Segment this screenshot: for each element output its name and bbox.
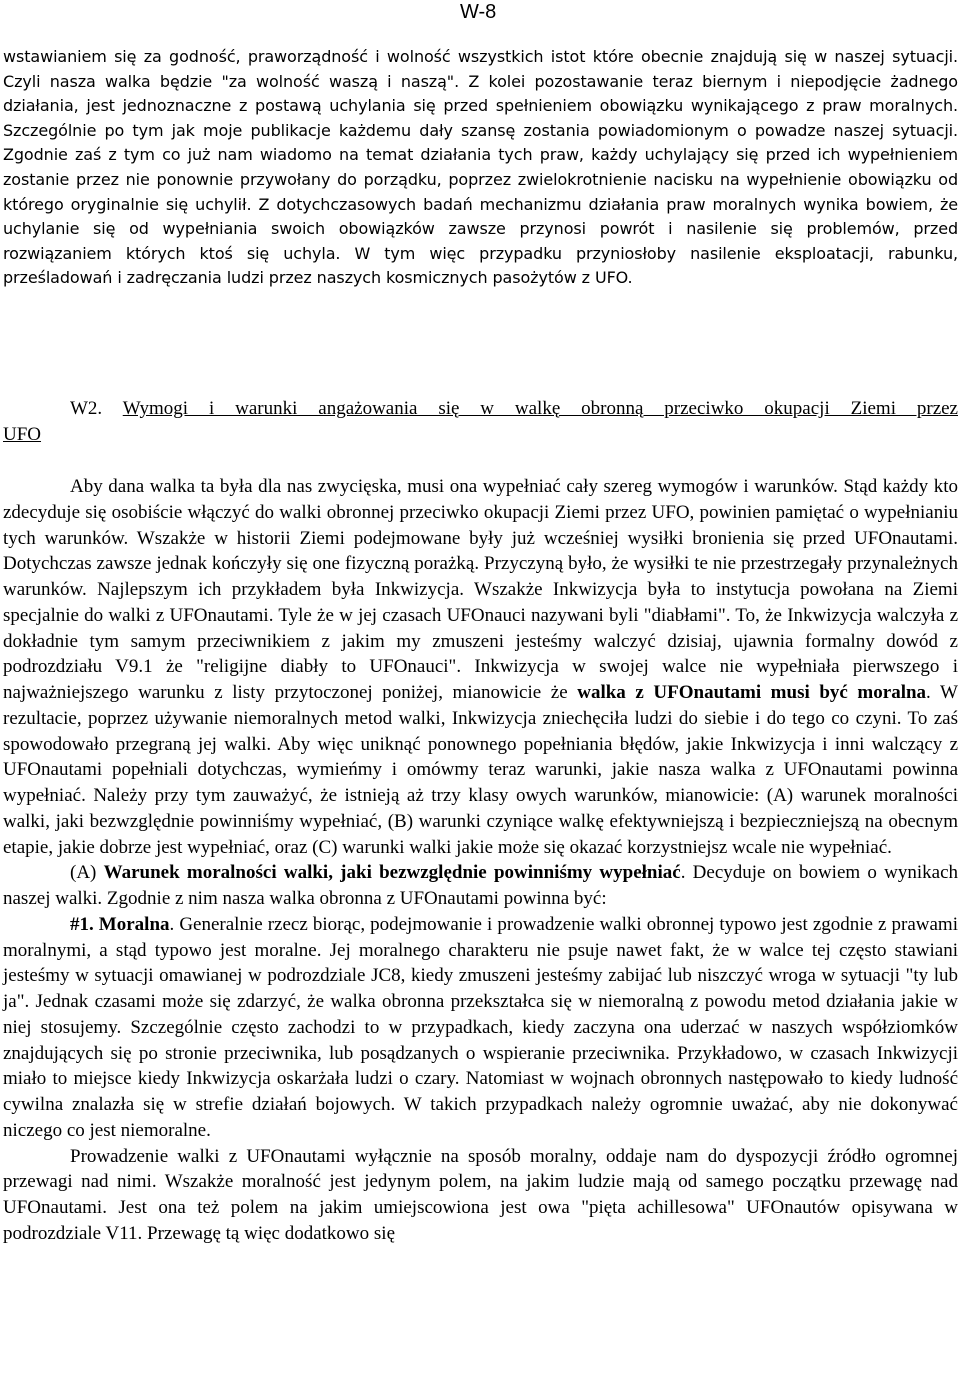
bold-phrase-moral-fight: walka z UFOnautami musi być moralna <box>577 682 927 703</box>
bold-phrase-moral: #1. Moralna <box>70 913 170 935</box>
section-number: W2. <box>70 398 103 419</box>
paragraph-condition-a: (A) Warunek moralności walki, jaki bezwzględnie powinniśmy wypełniać. Decyduje on bowiem o wynikach naszej walki. Zgodnie z nim nasza walka obronna z UFOnautami powinna być: <box>3 862 958 909</box>
section-heading <box>70 397 958 421</box>
paragraph-advantage: Prowadzenie walki z UFOnautami wyłącznie na sposób moralny, oddaje nam do dyspozycji źródło ogromnej przewagi nad nimi. Wszakże moralność jest jedynym polem, na jakim ludzie mają od samego początku przewagę nad UFOnautami. Jest ona też polem na jakim umiejscowiona jest owa "pięta achillesowa" UFOnautów opisywana w podrozdziale V11. Przewagę tą więc dodatkowo się <box>3 1145 958 1244</box>
intro-paragraph: wstawianiem się za godność, praworządność i wolność wszystkich istot które obecnie znajdują się w naszej sytuacji. Czyli nasza walka będzie "za wolność waszą i naszą". Z kolei pozostawanie teraz biernym i niepodjęcie żadnego działania, jest jednoznaczne z postawą uchylania się przed spełnieniem obowiązku wynikającego z praw moralnych. Szczególnie po tym jak moje publikacje każdemu dały szansę zostania powiadomionym o powadze naszej sytuacji. Zgodnie zaś z tym co już nam wiadomo na temat działania tych praw, każdy uchylający się przed ich wypełnieniem zostanie przez nie ponownie przywołany do porządku, poprzez zwielokrotnienie nacisku na wypełnienie obowiązku od którego oryginalnie się uchylił. Z dotychczasowych badań mechanizmu działania praw moralnych wynika bowiem, że uchylanie się od wypełniania swoich obowiązków zawsze przynosi powrót i nasilenie się problemów, przed rozwiązaniem których ktoś się uchyla. W tym więc przypadku przyniosłoby nasilenie eksploatacji, rabunku, prześladowań i zadręczania ludzi przez naszych kosmicznych pasożytów z UFO. <box>3 47 958 288</box>
section-title-continuation: UFO <box>3 424 42 445</box>
paragraph-conditions-intro: Aby dana walka ta była dla nas zwycięska, musi ona wypełniać cały szereg wymogów i warunków. Stąd każdy kto zdecyduje się osobiście włączyć do walki obronnej przeciwko okupacji Ziemi przez UFO, powinien pamiętać o wypełnianiu tych warunków. Wszakże w historii Ziemi podejmowane były już wcześniej wysiłki bronienia się przed UFOnautami. Dotychczas zawsze jednak kończyły się one fizyczną porażką. Przyczyną było, że wysiłki te nie przestrzegały przynależnych warunków. Najlepszym ich przykładem była Inkwizycja. Wszakże Inkwizycja była to instytucja powołana na Ziemi specjalnie do walki z UFOnautami. Tyle że w jej czasach UFOnauci nazywani byli "diabłami". To, że Inkwizycja walczyła z dokładnie tym samym przeciwnikiem z jakim my zmuszeni jesteśmy walczyć dzisiaj, ujawnia formalny dowód z podrozdziału V9.1 że "religijne diabły to UFOnauci". Inkwizycja w swojej walce nie wypełniała pierwszego i najważniejszego warunku z listy przytoczonej poniżej, mianowicie że walka z UFOnautami musi być moralna. W rezultacie, poprzez używanie niemoralnych metod walki, Inkwizycja zniechęciła ludzi do siebie i do tego co czyni. To zaś spowodowało przegraną jej walki. Aby więc uniknąć ponownego popełniania błędów, jakie Inkwizycja i inni walczący z UFOnautami popełniali dotychczas, wymieńmy i omówmy teraz warunki, jakie nasza walka z UFOnautami powinna wypełniać. Należy przy tym zauważyć, że istnieją aż trzy klasy owych warunków, mianowicie: (A) warunek moralności walki, jaki bezwzględnie powinniśmy wypełniać, (B) warunki czyniące walkę efektywniejszą i bezpieczniejszą na obecnym etapie, jakie dobrze jest wypełniać, oraz (C) warunki walki jakie może się okazać korzystniejsz wcale nie wypełniać. <box>3 476 958 858</box>
body-text <box>3 474 958 1247</box>
page-label: W-8 <box>460 1 497 23</box>
paragraph-moral: #1. Moralna. Generalnie rzecz biorąc, podejmowanie i prowadzenie walki obronnej typowo jest zgodnie z prawami moralnymi, a stąd typowo jest moralne. Jej moralnego charakteru nie psuje nawet fakt, że w walce tej często stawiani jesteśmy w sytuacji omawianej w podrozdziale JC8, kiedy zmuszeni jesteśmy zabijać lub niszczyć wroga w sytuacji "ty lub ja". Jednak czasami może się zdarzyć, że walka obronna przekształca się w niemoralną z powodu metod działania jakie w niej stosujemy. Szczególnie często zachodzi to w przypadkach, kiedy zaczyna ona uderzać w naszych współziomków znajdujących się po stronie przeciwnika, lub posądzanych o wspieranie przeciwnika. Przykładowo, w czasach Inkwizycji miało to miejsce kiedy Inkwizycja oskarżała ludzi o czary. Natomiast w wojnach obronnych następowało to kiedy ludność cywilna znalazła się w strefie działań bojowych. W takich przypadkach należy ogromnie uważać, aby nie dokonywać niczego co jest niemoralne. <box>3 913 958 1141</box>
intro-paragraph-block <box>3 45 958 291</box>
bold-phrase-condition-a: Warunek moralności walki, jaki bezwzględnie powinniśmy wypełniać <box>103 862 681 884</box>
section-title: Wymogi i warunki angażowania się w walkę obronną przeciwko okupacji Ziemi przez <box>122 398 958 419</box>
